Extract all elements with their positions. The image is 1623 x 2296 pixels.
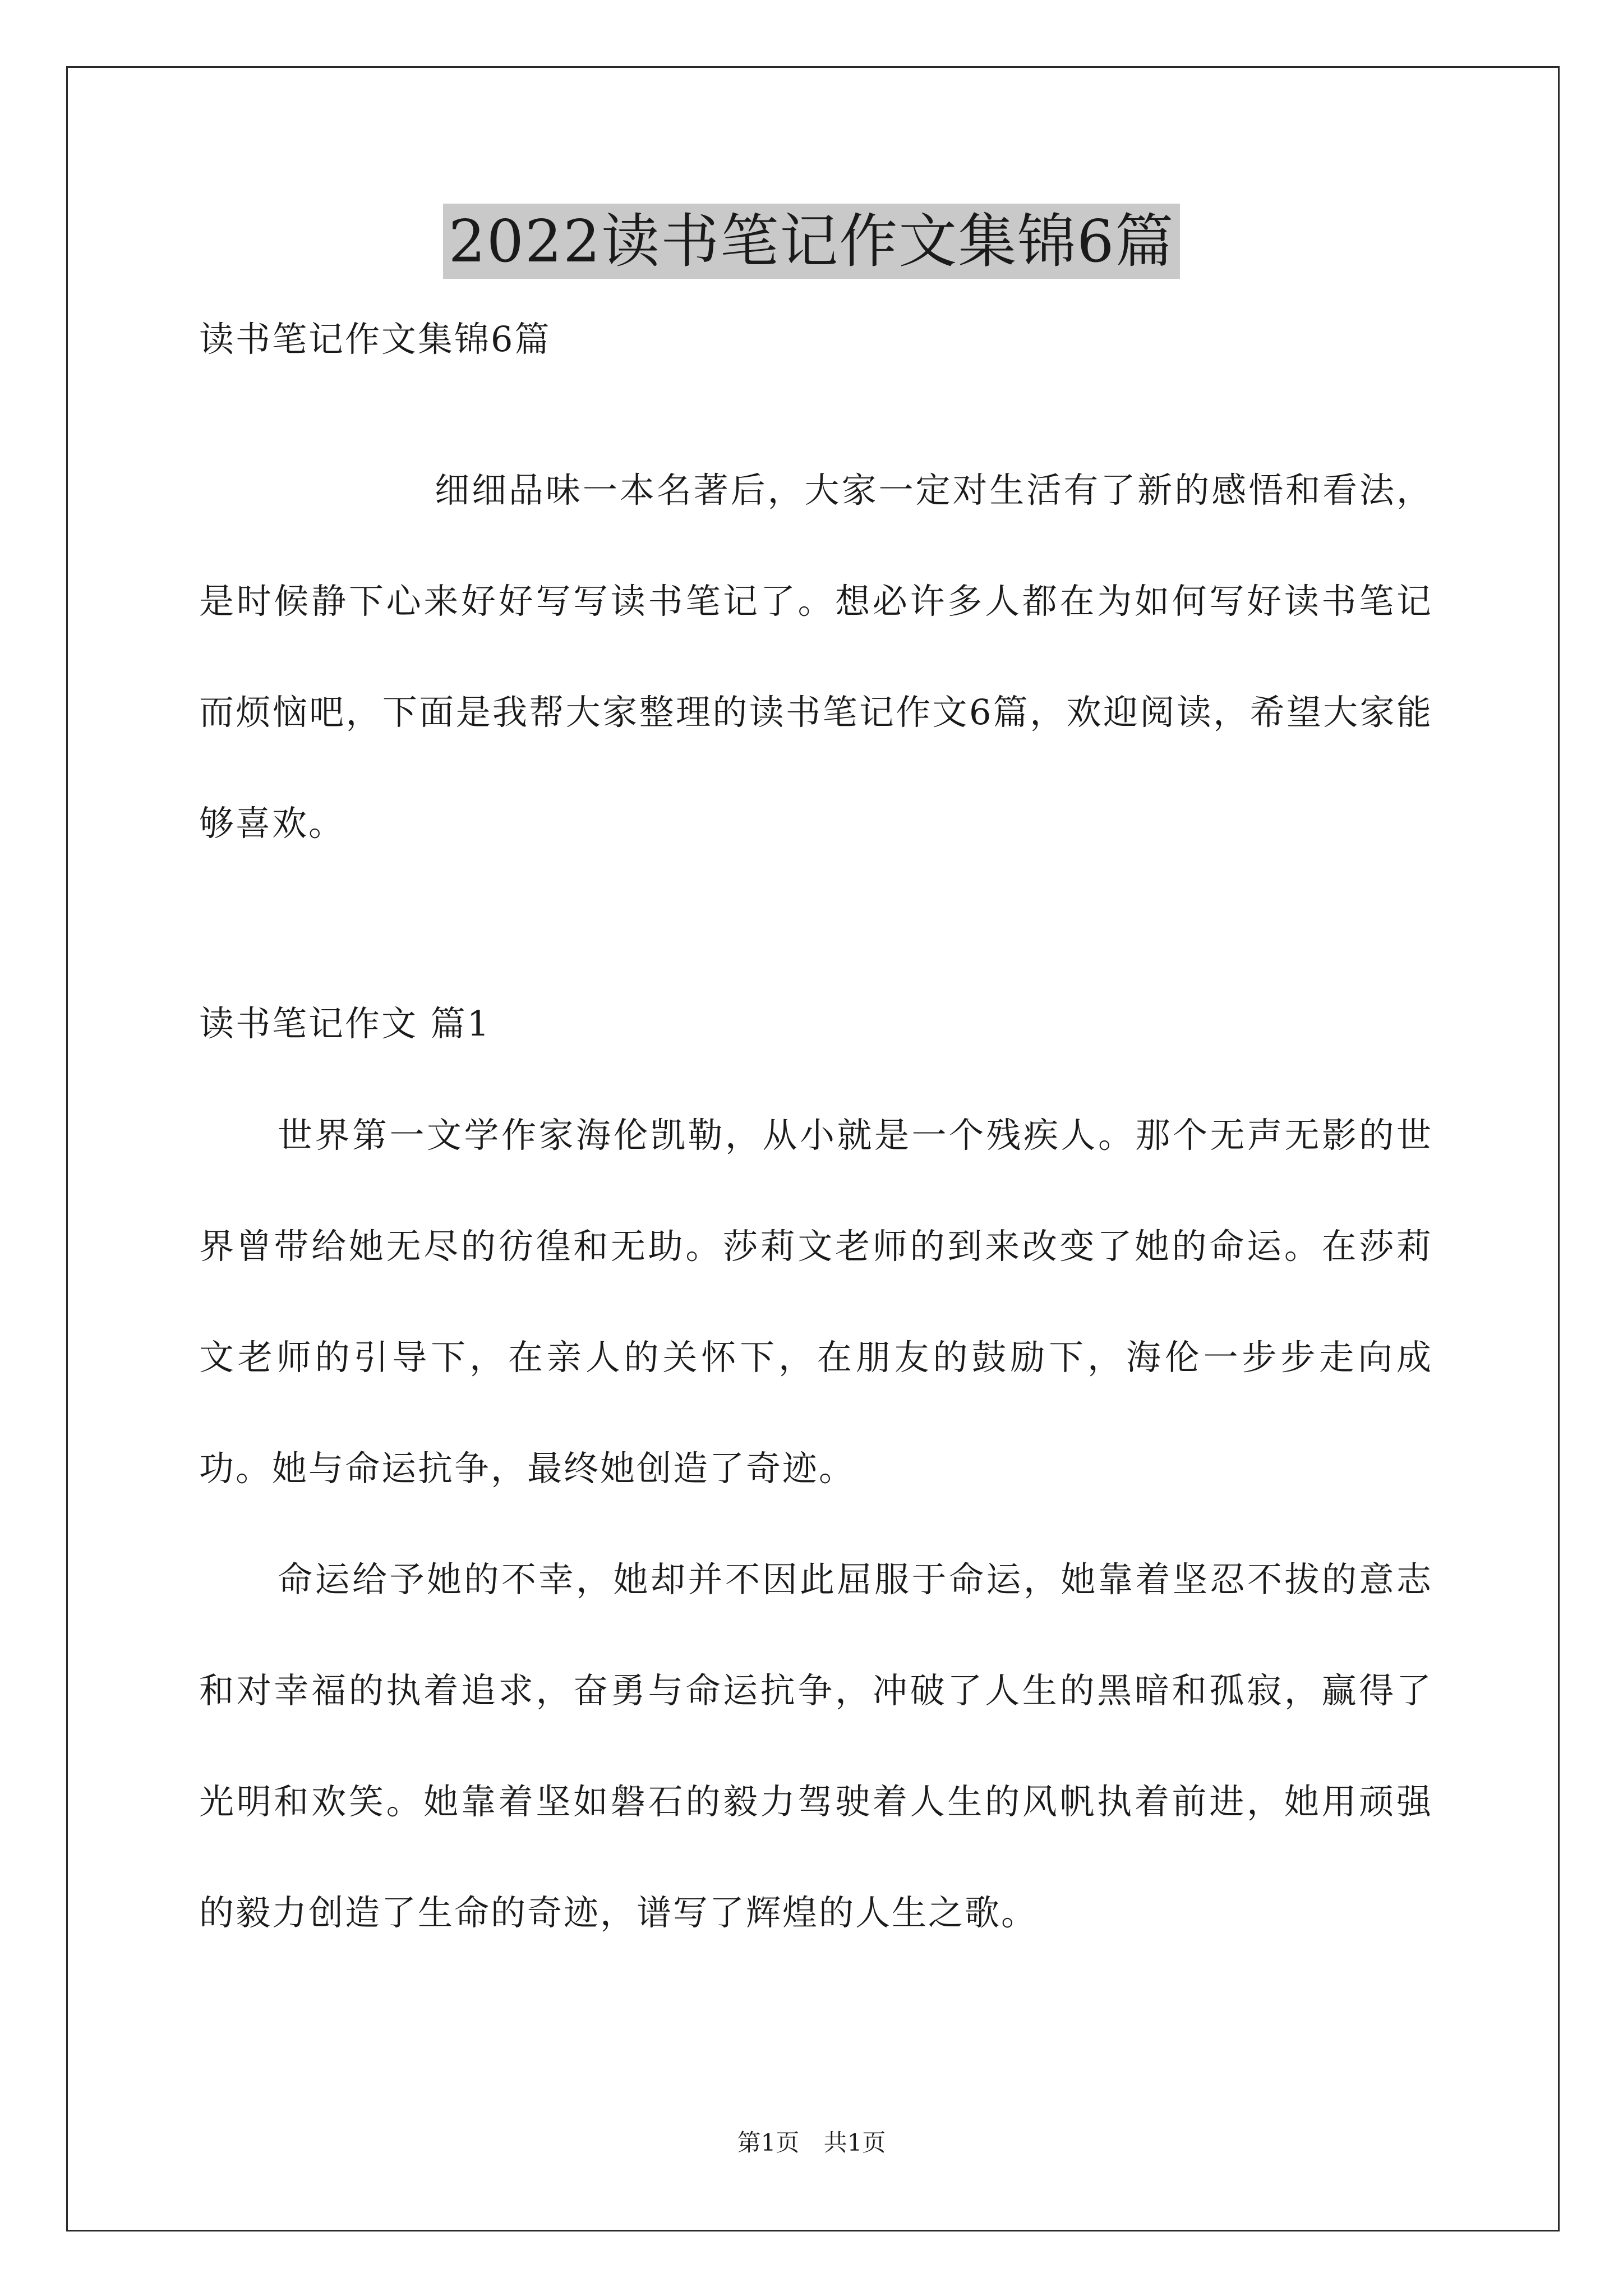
document-title-text: 2022读书笔记作文集锦6篇 xyxy=(443,204,1181,279)
document-title xyxy=(0,202,1623,280)
page-footer: 第1页 共1页 xyxy=(737,2129,886,2156)
section-heading: 读书笔记作文 篇1 xyxy=(199,1003,491,1044)
body-paragraph-1: 世界第一文学作家海伦凯勒，从小就是一个残疾人。那个无声无影的世界曾带给她无尽的彷徨和无助。莎莉文老师的到来改变了她的命运。在莎莉文老师的引导下，在亲人的关怀下，在朋友的鼓励下，海伦一步步走向成功。她与命运抗争，最终她创造了奇迹。 xyxy=(199,1115,1433,1489)
document-subtitle: 读书笔记作文集锦6篇 xyxy=(199,319,551,360)
body-paragraph-2: 命运给予她的不幸，她却并不因此屈服于命运，她靠着坚忍不拔的意志和对幸福的执着追求，奋勇与命运抗争，冲破了人生的黑暗和孤寂，赢得了光明和欢笑。她靠着坚如磐石的毅力驾驶着人生的风帆执着前进，她用顽强的毅力创造了生命的奇迹，谱写了辉煌的人生之歌。 xyxy=(199,1559,1433,1933)
intro-paragraph: 细细品味一本名著后，大家一定对生活有了新的感悟和看法，是时候静下心来好好写写读书笔记了。想必许多人都在为如何写好读书笔记而烦恼吧，下面是我帮大家整理的读书笔记作文6篇，欢迎阅读，希望大家能够喜欢。 xyxy=(199,470,1433,844)
section-body xyxy=(199,1080,1433,1968)
intro-section xyxy=(199,435,1433,879)
